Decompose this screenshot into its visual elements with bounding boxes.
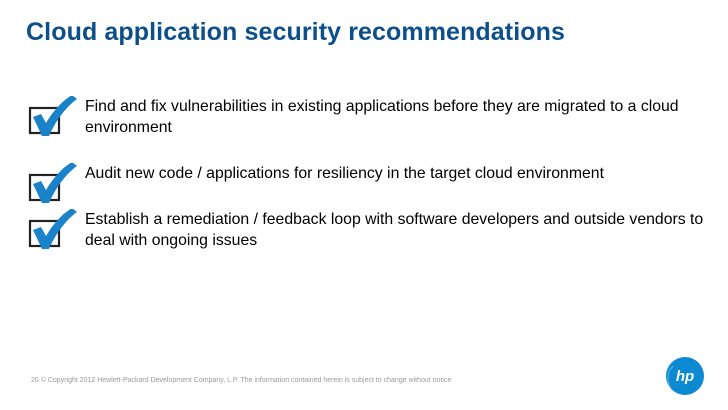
page-number: 20 <box>31 377 39 384</box>
bullet-text: Establish a remediation / feedback loop with software developers and outside vendors to deal with ongoing issues <box>85 211 704 249</box>
logo-text: hp <box>675 368 695 385</box>
bullet-text: Find and fix vulnerabilities in existing applications before they are migrated to a cloud environment <box>85 98 679 136</box>
checkbox-checked-icon <box>28 96 80 138</box>
checkbox-checked-icon <box>28 163 80 205</box>
hp-logo-icon <box>665 356 705 396</box>
footer <box>31 377 451 384</box>
bullet-text: Audit new code / applications for resiliency in the target cloud environment <box>85 165 604 182</box>
checkbox-checked-icon <box>28 209 80 251</box>
copyright-text: © Copyright 2012 Hewlett-Packard Development Company, L.P. The information contained herein is subject to change without notice <box>40 377 452 384</box>
slide-title: Cloud application security recommendations <box>26 18 566 46</box>
